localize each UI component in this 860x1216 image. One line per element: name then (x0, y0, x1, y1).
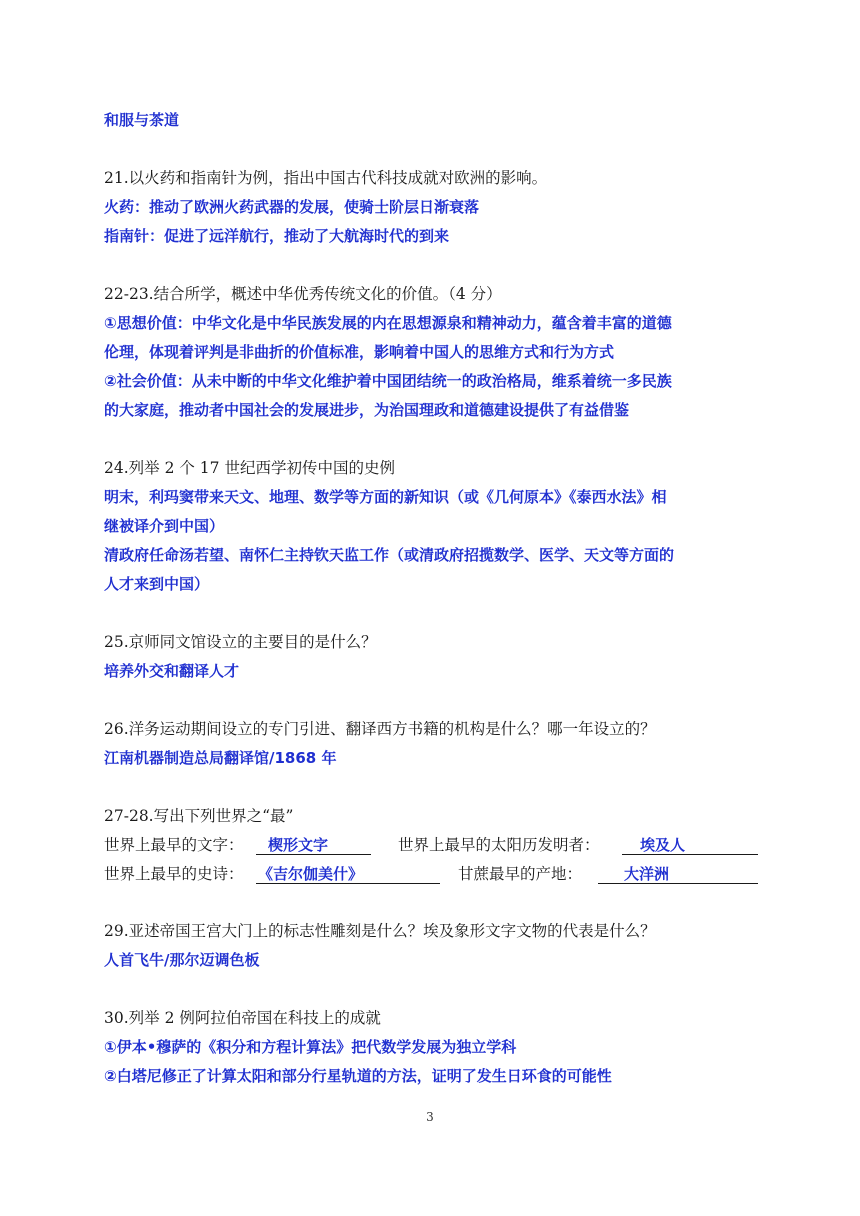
line-1: 21.以火药和指南针为例，指出中国古代科技成就对欧洲的影响。 (104, 169, 548, 187)
fill-blank-2 (622, 834, 758, 855)
fill-answer-3: 《吉尔伽美什》 (258, 865, 364, 883)
line-19: 29.亚述帝国王宫大门上的标志性雕刻是什么？埃及象形文字文物的代表是什么？ (104, 922, 656, 940)
line-13: 人才来到中国） (104, 575, 210, 593)
line-15: 培养外交和翻译人才 (104, 662, 240, 680)
line-10: 明末，利玛窦带来天文、地理、数学等方面的新知识（或《几何原本》《泰西水法》相 (104, 488, 667, 506)
fill-blank-3 (256, 863, 440, 884)
line-21: 30.列举 2 例阿拉伯帝国在科技上的成就 (104, 1009, 381, 1027)
line-9: 24.列举 2 个 17 世纪西学初传中国的史例 (104, 459, 395, 477)
fill-blank-1 (256, 834, 371, 855)
fill-blank-4 (598, 863, 758, 884)
fill-answer-4: 大洋洲 (624, 865, 670, 883)
line-3: 指南针：促进了远洋航行，推动了大航海时代的到来 (104, 227, 450, 245)
line-12: 清政府任命汤若望、南怀仁主持钦天监工作（或清政府招揽数学、医学、天文等方面的 (104, 546, 675, 564)
line-17: 江南机器制造总局翻译馆/1868 年 (104, 749, 337, 767)
fill-answer-1: 楔形文字 (268, 836, 329, 854)
line-18: 27-28.写出下列世界之“最” (104, 807, 294, 825)
line-22: ①伊本•穆萨的《积分和方程计算法》把代数学发展为独立学科 (104, 1038, 517, 1056)
line-8: 的大家庭，推动者中国社会的发展进步，为治国理政和道德建设提供了有益借鉴 (104, 401, 630, 419)
page-number: 3 (426, 1110, 434, 1124)
line-16: 26.洋务运动期间设立的专门引进、翻译西方书籍的机构是什么？哪一年设立的？ (104, 720, 656, 738)
line-23: ②白塔尼修正了计算太阳和部分行星轨道的方法，证明了发生日环食的可能性 (104, 1067, 612, 1085)
line-2: 火药：推动了欧洲火药武器的发展，使骑士阶层日渐衰落 (104, 198, 480, 216)
line-0: 和服与茶道 (104, 111, 180, 129)
line-20: 人首飞牛/那尔迈调色板 (104, 951, 260, 969)
fill-label-4: 甘蔗最早的产地： (458, 865, 583, 883)
line-11: 继被译介到中国） (104, 517, 225, 535)
line-4: 22-23.结合所学，概述中华优秀传统文化的价值。（4 分） (104, 285, 502, 303)
line-14: 25.京师同文馆设立的主要目的是什么？ (104, 633, 377, 651)
fill-answer-2: 埃及人 (640, 836, 686, 854)
fill-label-2: 世界上最早的太阳历发明者： (398, 836, 600, 854)
line-6: 伦理，体现着评判是非曲折的价值标准，影响着中国人的思维方式和行为方式 (104, 343, 615, 361)
fill-label-3: 世界上最早的史诗： (104, 865, 244, 883)
fill-label-1: 世界上最早的文字： (104, 836, 244, 854)
line-7: ②社会价值：从未中断的中华文化维护着中国团结统一的政治格局，维系着统一多民族 (104, 372, 672, 390)
line-5: ①思想价值：中华文化是中华民族发展的内在思想源泉和精神动力，蕴含着丰富的道德 (104, 314, 672, 332)
